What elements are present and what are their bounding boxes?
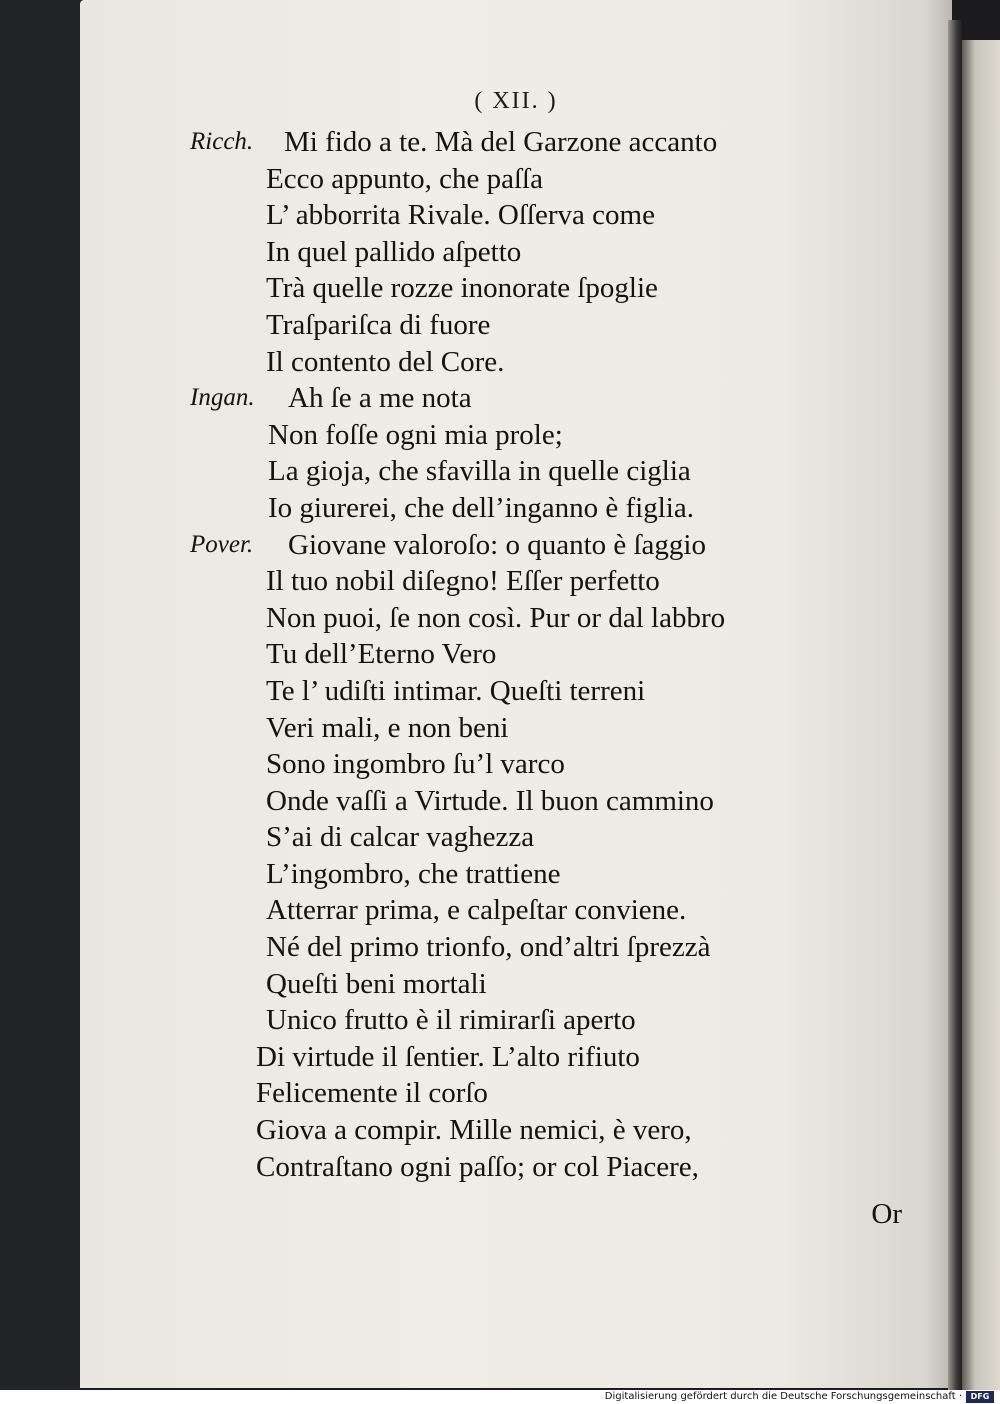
footer-credit: Digitalisierung gefördert durch die Deutsche Forschungsgemeinschaft ·	[604, 1391, 962, 1402]
verse-line-text: Onde vaſſi a Virtude. Il buon cammino	[266, 784, 714, 817]
running-head: ( XII. )	[474, 88, 558, 114]
adjacent-page-edge	[962, 40, 1000, 1390]
verse-line	[190, 1112, 870, 1149]
catchword: Or	[871, 1198, 902, 1230]
scan-background	[0, 0, 80, 1390]
verse-line-text: Ecco appunto, che paſſa	[266, 162, 543, 195]
verse-line	[190, 1149, 870, 1186]
verse-line-text: Né del primo trionfo, ond’altri ſprezzà	[266, 931, 711, 964]
verse-line	[190, 1039, 870, 1076]
verse-line-text: Mi fido a te. Mà del Garzone accanto	[284, 126, 718, 158]
verse-line	[190, 270, 870, 307]
verse-line	[190, 929, 870, 966]
verse-line-text: Veri mali, e non beni	[266, 711, 509, 744]
verse-line	[190, 892, 870, 929]
verse-line-text: Non foſſe ogni mia prole;	[268, 418, 563, 451]
verse-line-text: Tu dell’Eterno Vero	[266, 638, 497, 671]
verse-text-block	[190, 124, 870, 1185]
verse-line	[190, 380, 870, 417]
verse-line	[190, 783, 870, 820]
verse-line-text: Sono ingombro ſu’l varco	[266, 748, 565, 781]
verse-line	[190, 124, 870, 161]
verse-line-text: Giovane valoroſo: o quanto è ſaggio	[288, 528, 706, 561]
verse-line-text: Trà quelle rozze inonorate ſpoglie	[266, 272, 658, 305]
verse-line	[190, 344, 870, 381]
verse-line	[190, 966, 870, 1003]
verse-line	[190, 600, 870, 637]
verse-line	[190, 1075, 870, 1112]
verse-line-text: L’ingombro, che trattiene	[266, 857, 561, 890]
footer-bar	[0, 1390, 1000, 1404]
verse-line	[190, 710, 870, 747]
verse-line-text: Traſpariſca di fuore	[266, 308, 491, 341]
verse-line-text: La gioja, che sfavilla in quelle ciglia	[268, 455, 691, 488]
verse-line	[190, 490, 870, 527]
verse-line	[190, 307, 870, 344]
verse-line-text: S’ai di calcar vaghezza	[266, 821, 535, 854]
verse-line	[190, 856, 870, 893]
speaker-label: Pover.	[190, 530, 254, 558]
verse-line	[190, 636, 870, 673]
verse-line-text: Ah ſe a me nota	[288, 382, 472, 415]
verse-line	[190, 819, 870, 856]
verse-line	[190, 673, 870, 710]
verse-line	[190, 527, 870, 564]
verse-line	[190, 161, 870, 198]
verse-line-text: Non puoi, ſe non così. Pur or dal labbro	[266, 601, 726, 634]
book-page	[80, 0, 952, 1388]
speaker-label: Ingan.	[190, 384, 255, 412]
verse-line	[190, 417, 870, 454]
speaker-label: Ricch.	[190, 128, 254, 155]
verse-line-text: Felicemente il corſo	[256, 1077, 488, 1110]
verse-line-text: Il tuo nobil diſegno! Eſſer perfetto	[266, 565, 660, 598]
verse-line	[190, 1002, 870, 1039]
verse-line-text: Queſti beni mortali	[266, 967, 487, 1000]
verse-line-text: Il contento del Core.	[266, 345, 505, 378]
dfg-logo: DFG	[966, 1391, 994, 1403]
verse-line	[190, 563, 870, 600]
verse-line-text: Unico frutto è il rimirarſi aperto	[266, 1004, 636, 1037]
verse-line-text: Di virtude il ſentier. L’alto rifiuto	[256, 1040, 640, 1073]
verse-line	[190, 746, 870, 783]
verse-line-text: Contraſtano ogni paſſo; or col Piacere,	[256, 1150, 699, 1183]
verse-line-text: In quel pallido aſpetto	[266, 235, 522, 268]
verse-line-text: L’ abborrita Rivale. Oſſerva come	[266, 199, 655, 232]
verse-line	[190, 197, 870, 234]
verse-line	[190, 453, 870, 490]
verse-line-text: Te l’ udiſti intimar. Queſti terreni	[266, 674, 646, 707]
verse-line-text: Io giurerei, che dell’inganno è figlia.	[268, 491, 694, 524]
verse-line	[190, 234, 870, 271]
verse-line-text: Atterrar prima, e calpeſtar conviene.	[266, 894, 687, 927]
verse-line-text: Giova a compir. Mille nemici, è vero,	[256, 1114, 692, 1147]
